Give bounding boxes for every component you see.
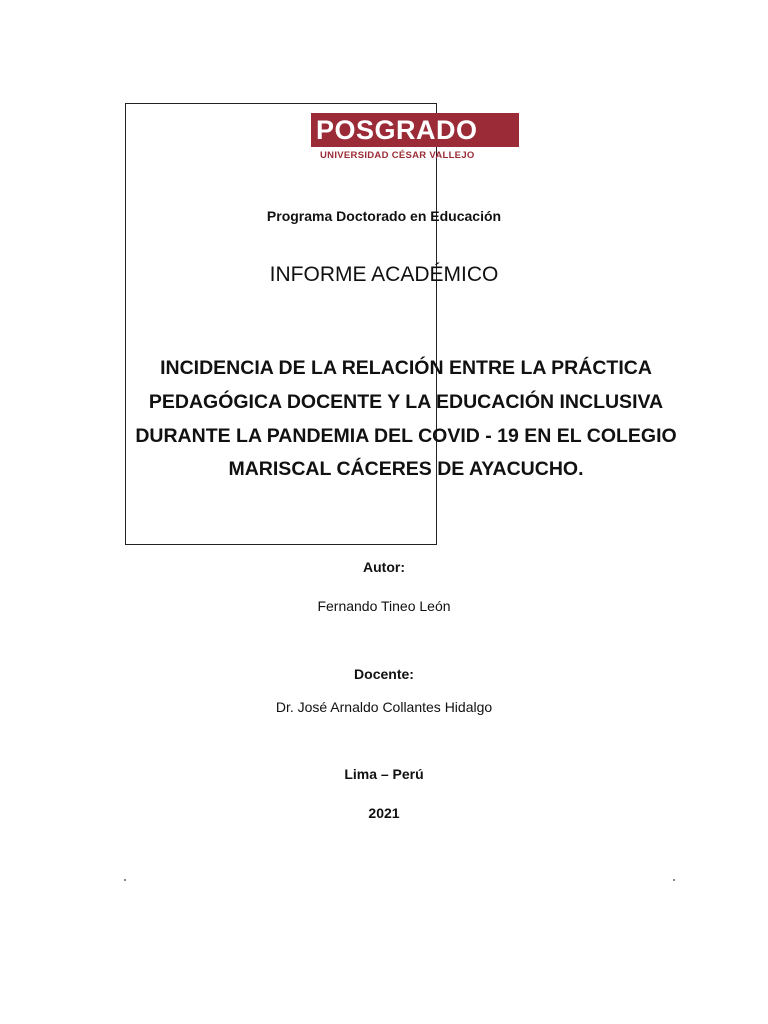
corner-mark-right xyxy=(673,879,675,881)
posgrado-logo xyxy=(311,113,519,161)
logo-brand: POSGRADO xyxy=(311,113,519,147)
logo-university: UNIVERSIDAD CÉSAR VALLEJO xyxy=(320,150,475,161)
author-name: Fernando Tineo León xyxy=(317,598,451,614)
program-name: Programa Doctorado en Educación xyxy=(266,208,502,224)
thesis-title: INCIDENCIA DE LA RELACIÓN ENTRE LA PRÁCTICA PEDAGÓGICA DOCENTE Y LA EDUCACIÓN INCLUSIVA DURANTE LA PANDEMIA DEL COVID - 19 EN EL COLEGIO MARISCAL CÁCERES DE AYACUCHO. xyxy=(135,357,677,481)
report-type: INFORME ACADÉMICO xyxy=(269,263,499,286)
year: 2021 xyxy=(368,805,400,821)
corner-mark-left xyxy=(124,879,126,881)
place: Lima – Perú xyxy=(344,766,424,782)
teacher-label: Docente: xyxy=(354,666,414,682)
author-label: Autor: xyxy=(363,559,405,575)
teacher-name: Dr. José Arnaldo Collantes Hidalgo xyxy=(275,699,493,715)
